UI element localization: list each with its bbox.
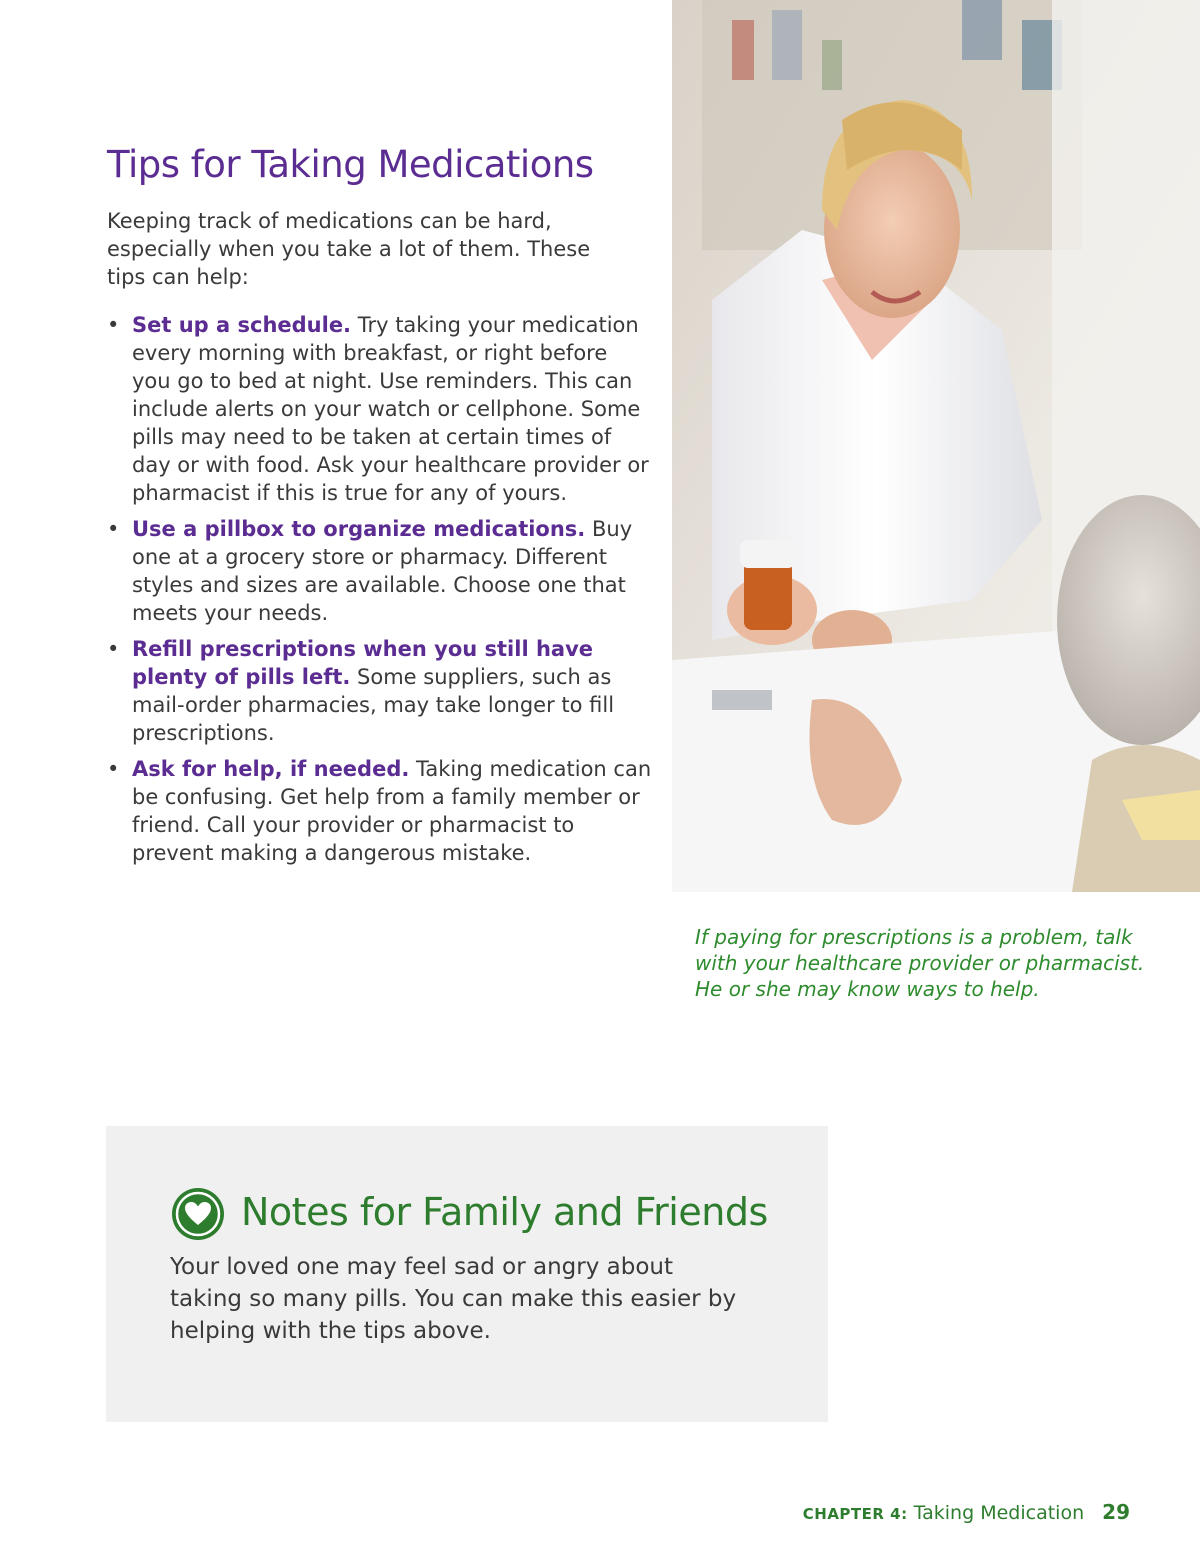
photo-caption: If paying for prescriptions is a problem, talk with your healthcare provider or pharmacist. He or she may know ways to help. <box>695 925 1145 1001</box>
bullet-icon: • <box>107 517 120 541</box>
page-number: 29 <box>1102 1500 1130 1524</box>
notes-body: Your loved one may feel sad or angry about taking so many pills. You can make this easier by helping with the tips above. <box>170 1254 737 1344</box>
tip-heading: Ask for help, if needed. <box>132 757 410 781</box>
tip-text: Try taking your medication every morning with breakfast, or right before you go to bed at night. Use reminders. This can include alerts on your watch or cellphone. Some pills may need to be taken at certain times of day or with food. Ask your healthcare provider or pharmacist if this is true for any of yours. <box>132 313 649 505</box>
bullet-icon: • <box>107 313 120 337</box>
tip-heading: Set up a schedule. <box>132 313 352 337</box>
tip-text: Some suppliers, such as mail-order pharmacies, may take longer to fill prescriptions. <box>132 665 615 745</box>
list-item <box>107 311 652 507</box>
chapter-label: CHAPTER 4: <box>802 1505 908 1523</box>
list-item <box>107 755 652 867</box>
tips-list <box>107 311 652 875</box>
tip-heading: Use a pillbox to organize medications. <box>132 517 586 541</box>
list-item <box>107 515 652 627</box>
intro-paragraph: Keeping track of medications can be hard, especially when you take a lot of them. These tips can help: <box>107 209 591 289</box>
notes-box <box>106 1126 828 1422</box>
heart-icon <box>170 1186 226 1242</box>
page-title: Tips for Taking Medications <box>107 143 594 186</box>
chapter-title: Taking Medication <box>913 1502 1085 1524</box>
bullet-icon: • <box>107 757 120 781</box>
page-footer <box>803 1500 1130 1524</box>
tip-text: Taking medication can be confusing. Get help from a family member or friend. Call your provider or pharmacist to prevent making a dangerous mistake. <box>132 757 652 865</box>
list-item <box>107 635 652 747</box>
bullet-icon: • <box>107 637 120 661</box>
tip-heading: Refill prescriptions when you still have plenty of pills left. <box>132 637 594 689</box>
notes-heading: Notes for Family and Friends <box>241 1190 768 1234</box>
tip-text: Buy one at a grocery store or pharmacy. Different styles and sizes are available. Choose one that meets your needs. <box>132 517 633 625</box>
pharmacist-photo <box>672 0 1200 892</box>
